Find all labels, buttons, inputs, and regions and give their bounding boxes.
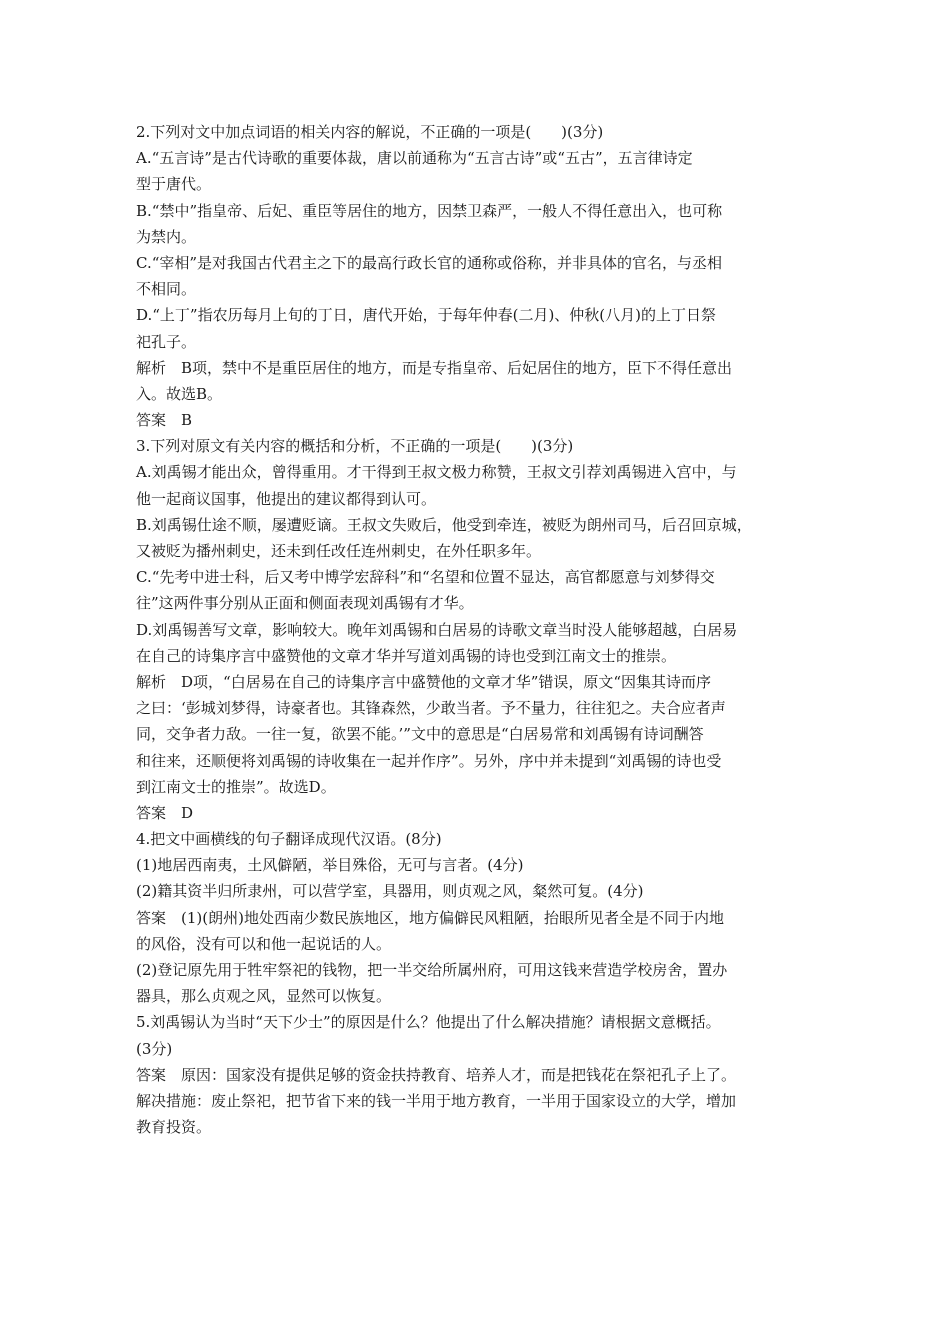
text-line: 型于唐代。 bbox=[136, 175, 212, 194]
text-line: (1)地居西南夷，土风僻陋，举目殊俗，无可与言者。(4分) bbox=[136, 856, 524, 875]
text-line: B.刘禹锡仕途不顺，屡遭贬谪。王叔文失败后，他受到牵连，被贬为朗州司马，后召回京城， bbox=[136, 515, 752, 534]
text-line: 答案 (1)(朗州)地处西南少数民族地区，地方偏僻民风粗陋，抬眼所见者全是不同于内地 bbox=[136, 908, 724, 927]
text-line: 答案 原因：国家没有提供足够的资金扶持教育、培养人才，而是把钱花在祭祀孔子上了。 bbox=[136, 1065, 737, 1084]
text-line: 往”这两件事分别从正面和侧面表现刘禹锡有才华。 bbox=[136, 594, 474, 613]
text-line: B.“禁中”指皇帝、后妃、重臣等居住的地方，因禁卫森严，一般人不得任意出入，也可称 bbox=[136, 201, 723, 220]
text-line: A.“五言诗”是古代诗歌的重要体裁，唐以前通称为“五言古诗”或“五古”，五言律诗定 bbox=[136, 149, 693, 168]
text-line: 的风俗，没有可以和他一起说话的人。 bbox=[136, 934, 392, 953]
text-line: (2)登记原先用于牲牢祭祀的钱物，把一半交给所属州府，可用这钱来营造学校房舍，置办 bbox=[136, 961, 728, 979]
text-line: 在自己的诗集序言中盛赞他的文章才华并写道刘禹锡的诗也受到江南文士的推崇。 bbox=[136, 646, 677, 665]
text-line: 教育投资。 bbox=[136, 1118, 212, 1137]
text-line: 同，交争者力敌。一往一复，欲罢不能。’”文中的意思是“白居易常和刘禹锡有诗词酬答 bbox=[136, 725, 704, 744]
text-line: 3.下列对原文有关内容的概括和分析，不正确的一项是( )(3分) bbox=[136, 437, 574, 456]
text-line: C.“宰相”是对我国古代君主之下的最高行政长官的通称或俗称，并非具体的官名，与丞相 bbox=[136, 253, 723, 272]
text-line: 答案 D bbox=[136, 803, 194, 822]
document-page bbox=[136, 119, 816, 1140]
text-line: 到江南文士的推崇”。故选D。 bbox=[136, 777, 336, 796]
text-line: 答案 B bbox=[136, 411, 193, 430]
text-line: 解析 B项，禁中不是重臣居住的地方，而是专指皇帝、后妃居住的地方，臣下不得任意出 bbox=[136, 358, 733, 377]
text-line: A.刘禹锡才能出众，曾得重用。才干得到王叔文极力称赞，王叔文引荐刘禹锡进入宫中，与 bbox=[136, 463, 737, 482]
text-line: 入。故选B。 bbox=[136, 384, 223, 403]
text-line: 4.把文中画横线的句子翻译成现代汉语。(8分) bbox=[136, 830, 442, 849]
text-line: 他一起商议国事，他提出的建议都得到认可。 bbox=[136, 489, 437, 508]
text-line: 和往来，还顺便将刘禹锡的诗收集在一起并作序”。另外，序中并未提到“刘禹锡的诗也受 bbox=[136, 751, 722, 770]
text-line: C.“先考中进士科，后又考中博学宏辞科”和“名望和位置不显达，高官都愿意与刘梦得交 bbox=[136, 568, 715, 587]
text-line: 5.刘禹锡认为当时“天下少士”的原因是什么？他提出了什么解决措施？请根据文意概括。 bbox=[136, 1013, 721, 1032]
text-line: (2)籍其资半归所隶州，可以营学室，具器用，则贞观之风，粲然可复。(4分) bbox=[136, 882, 644, 901]
text-line: 解析 D项，“白居易在自己的诗集序言中盛赞他的文章才华”错误，原文“因集其诗而序 bbox=[136, 672, 712, 691]
text-line: 2.下列对文中加点词语的相关内容的解说，不正确的一项是( )(3分) bbox=[136, 123, 604, 141]
text-line: 解决措施：废止祭祀，把节省下来的钱一半用于地方教育，一半用于国家设立的大学，增加 bbox=[136, 1091, 737, 1110]
text-line: (3分) bbox=[136, 1039, 173, 1058]
text-line: 祀孔子。 bbox=[136, 332, 197, 351]
text-line: 不相同。 bbox=[136, 280, 197, 299]
text-line: 又被贬为播州刺史，还未到任改任连州刺史，在外任职多年。 bbox=[136, 542, 542, 560]
text-line: D.“上丁”指农历每月上旬的丁日，唐代开始，于每年仲春(二月)、仲秋(八月)的上丁日祭 bbox=[136, 306, 717, 325]
text-line: 之曰：‘彭城刘梦得，诗豪者也。其锋森然，少敢当者。予不量力，往往犯之。夫合应者声 bbox=[136, 699, 726, 718]
text-line: D.刘禹锡善写文章，影响较大。晚年刘禹锡和白居易的诗歌文章当时没人能够超越，白居易 bbox=[136, 620, 738, 639]
text-line: 为禁内。 bbox=[136, 227, 197, 246]
text-line: 器具，那么贞观之风，显然可以恢复。 bbox=[136, 987, 392, 1006]
